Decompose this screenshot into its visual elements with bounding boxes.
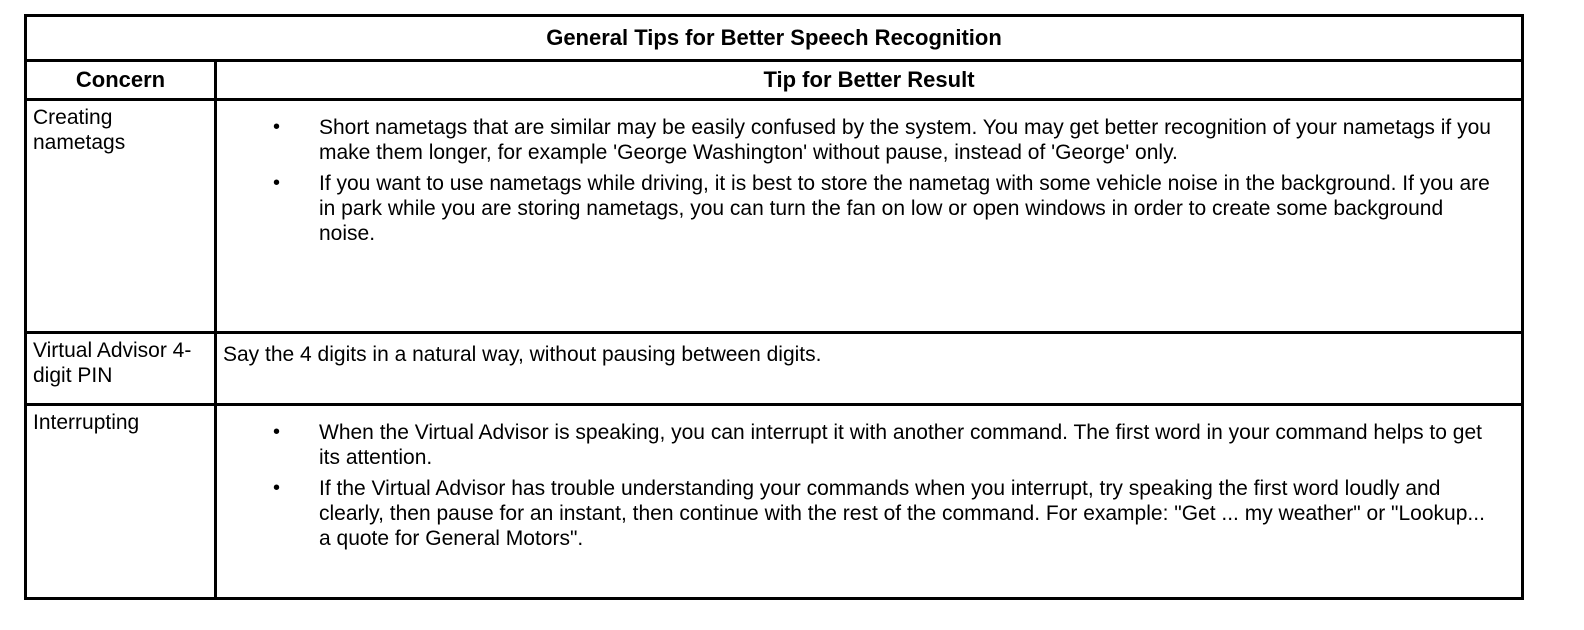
list-item xyxy=(223,115,1501,165)
concern-cell: Creating nametags xyxy=(26,100,216,333)
tip-text: Short nametags that are similar may be easily confused by the system. You may get better recognition of your nametags if you make them longer, for example 'George Washington' without pause, instead of 'George' only. xyxy=(319,116,1491,164)
tip-cell xyxy=(216,100,1523,333)
list-item xyxy=(223,420,1501,470)
tip-text: If the Virtual Advisor has trouble understanding your commands when you interrupt, try speaking the first word loudly and clearly, then pause for an instant, then continue with the rest of the command. For example: "Get ... my weather" or "Lookup... a quote for General Motors". xyxy=(319,477,1485,550)
tip-cell xyxy=(216,333,1523,405)
bullet-icon: • xyxy=(273,477,281,499)
tip-text: When the Virtual Advisor is speaking, you can interrupt it with another command. The first word in your command helps to get its attention. xyxy=(319,421,1482,469)
speech-tips-table xyxy=(24,14,1524,600)
table-row xyxy=(26,100,1523,333)
list-item xyxy=(223,171,1501,246)
table-row xyxy=(26,405,1523,599)
header-concern: Concern xyxy=(26,61,216,100)
concern-cell: Virtual Advisor 4-digit PIN xyxy=(26,333,216,405)
table-title: General Tips for Better Speech Recognition xyxy=(26,16,1523,61)
tip-list xyxy=(223,420,1501,551)
tip-list xyxy=(223,115,1501,246)
table-row xyxy=(26,333,1523,405)
bullet-icon: • xyxy=(273,421,281,443)
list-item xyxy=(223,476,1501,551)
bullet-icon: • xyxy=(273,172,281,194)
tip-text: Say the 4 digits in a natural way, without pausing between digits. xyxy=(223,343,822,366)
tip-cell xyxy=(216,405,1523,599)
bullet-icon: • xyxy=(273,116,281,138)
tip-text: If you want to use nametags while driving, it is best to store the nametag with some vehicle noise in the background. If you are in park while you are storing nametags, you can turn the fan on low or open windows in order to create some background noise. xyxy=(319,172,1490,245)
concern-cell: Interrupting xyxy=(26,405,216,599)
header-tip: Tip for Better Result xyxy=(216,61,1523,100)
